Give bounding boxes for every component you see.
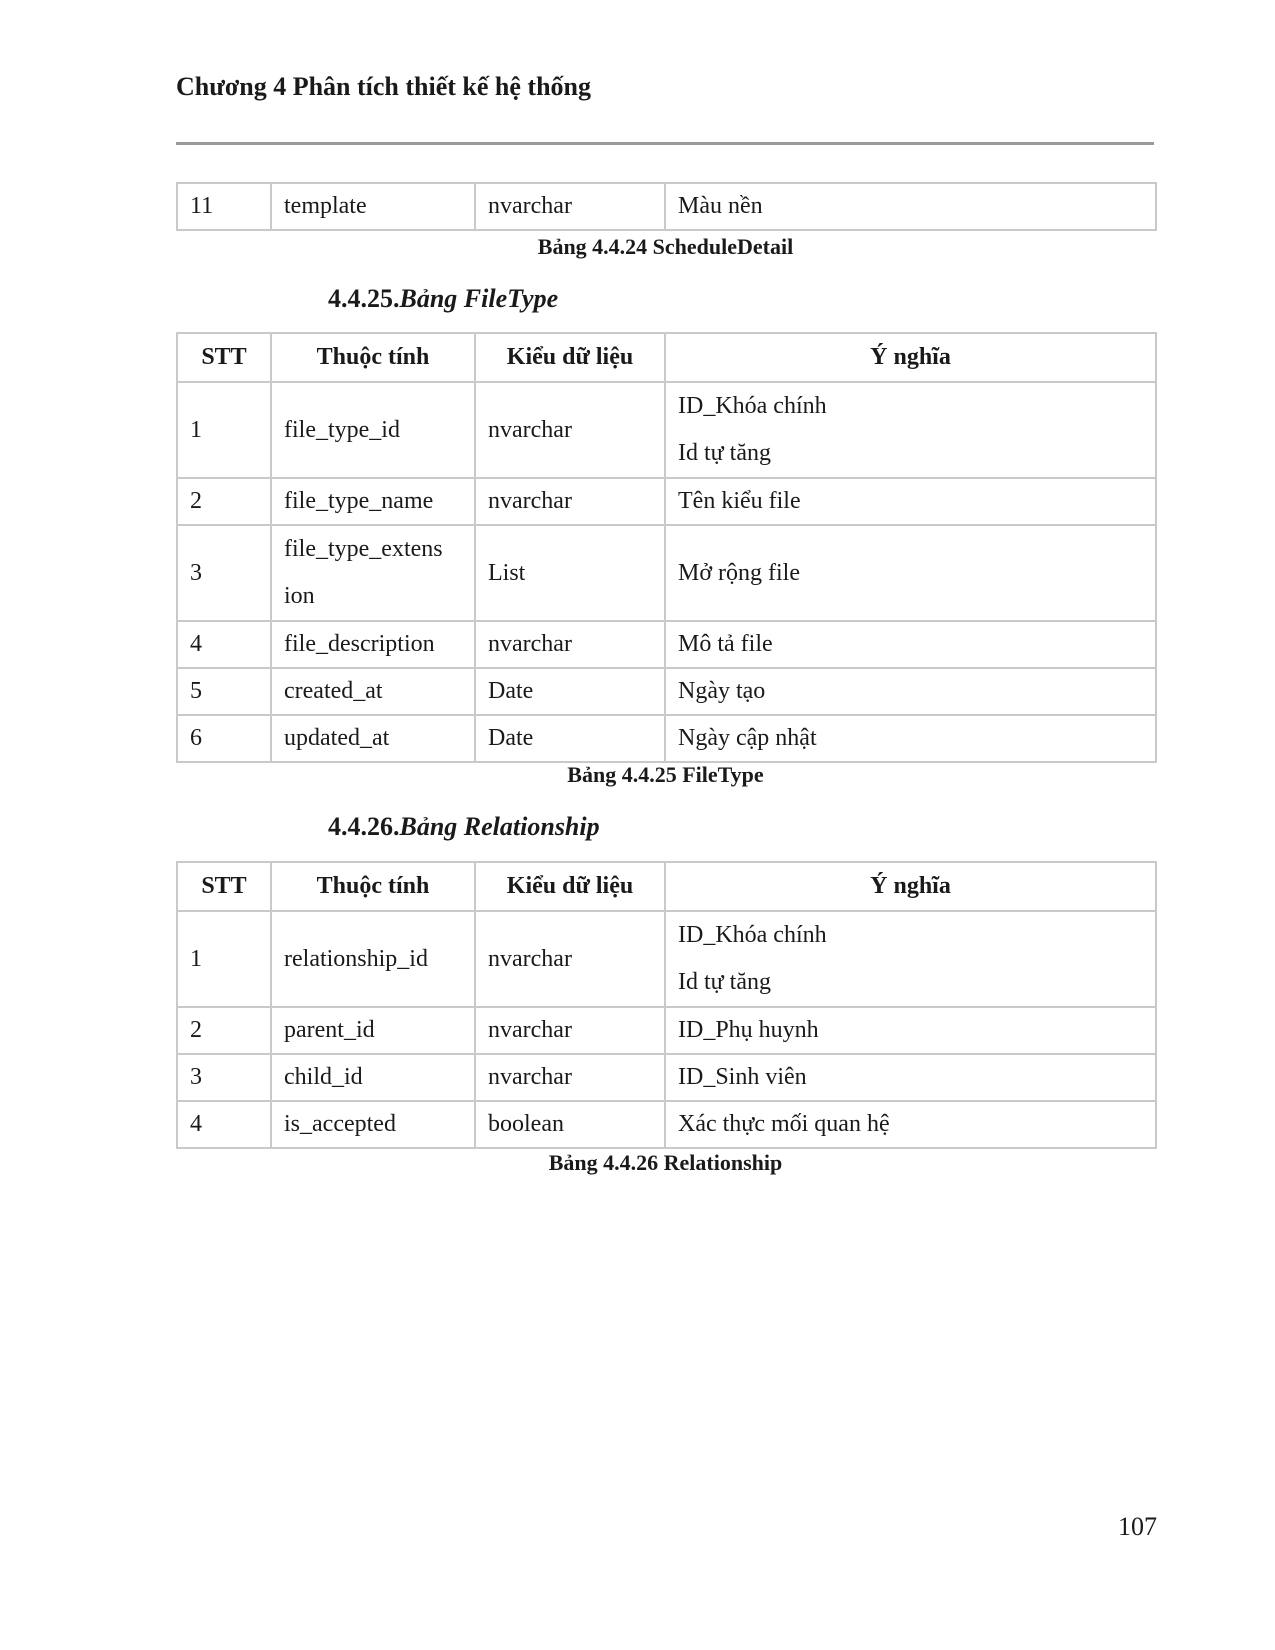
attribute-line: file_type_extens [284, 536, 443, 562]
stt-cell: 1 [177, 911, 271, 1007]
attribute-cell [271, 525, 475, 621]
table-row [177, 1101, 1156, 1148]
meaning-cell: Xác thực mối quan hệ [665, 1101, 1156, 1148]
table-row [177, 1007, 1156, 1054]
type-cell: List [475, 525, 665, 621]
section-title: Bảng Relationship [399, 812, 600, 841]
type-cell: nvarchar [475, 183, 665, 230]
filetype-table [176, 332, 1157, 763]
table-row [177, 382, 1156, 478]
meaning-cell: ID_Phụ huynh [665, 1007, 1156, 1054]
meaning-cell: Tên kiểu file [665, 478, 1156, 525]
type-cell: nvarchar [475, 1007, 665, 1054]
section-heading-filetype [328, 284, 558, 314]
attribute-cell: file_type_id [271, 382, 475, 478]
attribute-cell: child_id [271, 1054, 475, 1101]
meaning-cell: Ngày tạo [665, 668, 1156, 715]
meaning-line: ID_Khóa chính [678, 922, 827, 948]
stt-cell: 4 [177, 1101, 271, 1148]
stt-cell: 4 [177, 621, 271, 668]
meaning-cell: Màu nền [665, 183, 1156, 230]
meaning-cell: Ngày cập nhật [665, 715, 1156, 762]
stt-cell: 5 [177, 668, 271, 715]
type-cell: nvarchar [475, 1054, 665, 1101]
header-type: Kiểu dữ liệu [475, 333, 665, 382]
stt-cell: 6 [177, 715, 271, 762]
attribute-cell: relationship_id [271, 911, 475, 1007]
attribute-cell: created_at [271, 668, 475, 715]
table-caption: Bảng 4.4.26 Relationship [548, 1150, 783, 1175]
meaning-cell: ID_Sinh viên [665, 1054, 1156, 1101]
table-row [177, 621, 1156, 668]
stt-cell: 2 [177, 478, 271, 525]
attribute-cell: template [271, 183, 475, 230]
attribute-cell: file_type_name [271, 478, 475, 525]
table-row [177, 183, 1156, 230]
stt-cell: 3 [177, 525, 271, 621]
type-cell: nvarchar [475, 382, 665, 478]
header-stt: STT [177, 333, 271, 382]
type-cell: Date [475, 715, 665, 762]
table-row [177, 715, 1156, 762]
attribute-cell: parent_id [271, 1007, 475, 1054]
table-row [177, 911, 1156, 1007]
attribute-cell: is_accepted [271, 1101, 475, 1148]
attribute-cell: updated_at [271, 715, 475, 762]
table-row [177, 525, 1156, 621]
table-row [177, 1054, 1156, 1101]
section-number: 4.4.25. [328, 284, 400, 313]
stt-cell: 1 [177, 382, 271, 478]
table-header-row [177, 862, 1156, 911]
section-heading-relationship [328, 812, 600, 842]
header-divider [176, 142, 1154, 145]
type-cell: nvarchar [475, 911, 665, 1007]
header-meaning: Ý nghĩa [665, 862, 1156, 911]
type-cell: Date [475, 668, 665, 715]
meaning-line: ID_Khóa chính [678, 393, 827, 419]
type-cell: boolean [475, 1101, 665, 1148]
stt-cell: 3 [177, 1054, 271, 1101]
table-header-row [177, 333, 1156, 382]
meaning-line: Id tự tăng [678, 440, 771, 466]
stt-cell: 11 [177, 183, 271, 230]
chapter-header: Chương 4 Phân tích thiết kế hệ thống [176, 72, 591, 101]
meaning-cell [665, 911, 1156, 1007]
table-row [177, 478, 1156, 525]
header-attribute: Thuộc tính [271, 862, 475, 911]
meaning-cell: Mở rộng file [665, 525, 1156, 621]
attribute-line: ion [284, 583, 315, 609]
header-type: Kiểu dữ liệu [475, 862, 665, 911]
table-caption: Bảng 4.4.24 ScheduleDetail [537, 234, 794, 259]
relationship-table [176, 861, 1157, 1149]
section-title: Bảng FileType [399, 284, 559, 313]
header-attribute: Thuộc tính [271, 333, 475, 382]
meaning-line: Id tự tăng [678, 969, 771, 995]
section-number: 4.4.26. [328, 812, 400, 841]
meaning-cell: Mô tả file [665, 621, 1156, 668]
table-row [177, 668, 1156, 715]
meaning-cell [665, 382, 1156, 478]
header-stt: STT [177, 862, 271, 911]
header-meaning: Ý nghĩa [665, 333, 1156, 382]
schedule-detail-table [176, 182, 1157, 231]
type-cell: nvarchar [475, 621, 665, 668]
table-caption: Bảng 4.4.25 FileType [567, 762, 764, 787]
type-cell: nvarchar [475, 478, 665, 525]
stt-cell: 2 [177, 1007, 271, 1054]
attribute-cell: file_description [271, 621, 475, 668]
page-number: 107 [1118, 1512, 1157, 1541]
